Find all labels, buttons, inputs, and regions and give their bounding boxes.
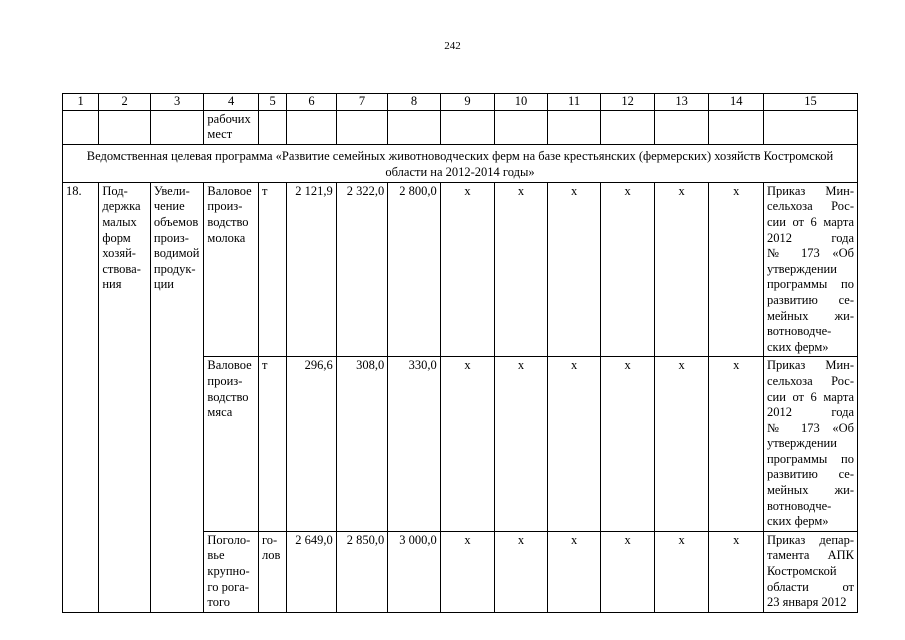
cross-mark: х	[654, 531, 709, 612]
indicator-value: 2 850,0	[336, 531, 388, 612]
cont-cell	[99, 110, 151, 144]
column-number-8: 8	[388, 94, 441, 111]
indicator-name	[204, 182, 259, 357]
cross-mark: х	[709, 531, 764, 612]
column-number-10: 10	[495, 94, 548, 111]
cont-cell	[287, 110, 336, 144]
cont-cell	[601, 110, 655, 144]
measure-name	[99, 182, 151, 612]
legal-basis-line: № 173 «Об	[766, 246, 854, 261]
indicator-name-line: мяса	[207, 405, 233, 420]
cross-mark: х	[440, 531, 495, 612]
legal-basis-line: сельхоза Рос-	[766, 199, 854, 214]
cross-mark: х	[440, 357, 495, 532]
column-number-row	[63, 94, 858, 111]
cont-cell	[547, 110, 601, 144]
indicator-value: 308,0	[336, 357, 388, 532]
column-number-5: 5	[258, 94, 286, 111]
legal-basis-line: сии от 6 марта	[766, 214, 854, 229]
cross-mark: х	[601, 357, 655, 532]
column-number-11: 11	[547, 94, 601, 111]
column-number-4: 4	[204, 94, 259, 111]
legal-basis-line: утверждении	[766, 261, 837, 276]
cont-cell	[204, 110, 259, 144]
indicator-name-line: Поголо-	[207, 532, 251, 547]
column-number-15: 15	[763, 94, 857, 111]
column-number-1: 1	[63, 94, 99, 111]
column-number-13: 13	[654, 94, 709, 111]
indicator-value: 2 121,9	[287, 182, 336, 357]
cross-mark: х	[601, 531, 655, 612]
indicator-name-line: Валовое	[207, 358, 252, 373]
legal-basis-line: 2012 года	[766, 230, 854, 245]
cross-mark: х	[709, 182, 764, 357]
legal-basis-line: Приказ Мин-	[766, 183, 854, 198]
legal-basis-line: программы по	[766, 451, 854, 466]
cross-mark: х	[495, 182, 548, 357]
cont-cell	[150, 110, 204, 144]
indicator-name-line: Валовое	[207, 183, 252, 198]
goal-line: объемов	[153, 214, 199, 229]
indicator-unit	[258, 357, 286, 532]
legal-basis-line: Приказ депар-	[766, 532, 854, 547]
cont-indicator-line: рабочих	[207, 111, 251, 126]
legal-basis	[763, 531, 857, 612]
legal-basis-line: развитию се-	[766, 467, 854, 482]
cont-cell	[258, 110, 286, 144]
indicator-name	[204, 357, 259, 532]
legal-basis-line: 2012 года	[766, 405, 854, 420]
legal-basis-line: области от	[766, 579, 854, 594]
legal-basis	[763, 182, 857, 357]
cont-indicator-line: мест	[207, 127, 233, 142]
goal-line: продук-	[153, 261, 196, 276]
indicator-value: 3 000,0	[388, 531, 441, 612]
indicator-name-line: молока	[207, 230, 246, 245]
cont-cell	[336, 110, 388, 144]
indicator-unit	[258, 182, 286, 357]
indicator-value: 330,0	[388, 357, 441, 532]
cont-cell	[63, 110, 99, 144]
indicator-name-line: крупно-	[207, 564, 250, 579]
column-number-3: 3	[150, 94, 204, 111]
column-number-12: 12	[601, 94, 655, 111]
column-number-6: 6	[287, 94, 336, 111]
indicator-name-line: водство	[207, 214, 249, 229]
continuation-row	[63, 110, 858, 144]
measure-line: держка	[102, 199, 141, 214]
column-number-2: 2	[99, 94, 151, 111]
legal-basis-line: мейных жи-	[766, 308, 854, 323]
indicator-unit	[258, 531, 286, 612]
cross-mark: х	[654, 182, 709, 357]
indicator-table	[62, 93, 858, 613]
legal-basis-line: развитию се-	[766, 292, 854, 307]
cont-cell	[709, 110, 764, 144]
legal-basis-line: сии от 6 марта	[766, 389, 854, 404]
goal-line: Увели-	[153, 183, 190, 198]
unit-line: т	[261, 358, 268, 373]
goal-line: водимой	[153, 246, 200, 261]
indicator-name-line: водство	[207, 389, 249, 404]
measure-line: малых	[102, 214, 137, 229]
cont-cell	[388, 110, 441, 144]
cross-mark: х	[547, 182, 601, 357]
unit-line: го-	[261, 532, 278, 547]
cross-mark: х	[547, 531, 601, 612]
unit-line: лов	[261, 548, 281, 563]
measure-line: хозяй-	[102, 246, 136, 261]
legal-basis-line: тамента АПК	[766, 548, 854, 563]
cross-mark: х	[495, 531, 548, 612]
goal-line: произ-	[153, 230, 189, 245]
column-number-7: 7	[336, 94, 388, 111]
cont-cell	[495, 110, 548, 144]
column-number-9: 9	[440, 94, 495, 111]
row-number: 18.	[63, 182, 99, 612]
program-title: Ведомственная целевая программа «Развитие семейных животноводческих ферм на базе крестьянских (фермерских) хозяйств Костромской области на 2012-2014 годы»	[63, 144, 858, 182]
cont-cell	[440, 110, 495, 144]
indicator-value: 296,6	[287, 357, 336, 532]
cross-mark: х	[601, 182, 655, 357]
legal-basis-line: программы по	[766, 277, 854, 292]
goal-name	[150, 182, 204, 612]
indicator-name-line: того	[207, 595, 231, 610]
legal-basis-line: утверждении	[766, 436, 837, 451]
cross-mark: х	[654, 357, 709, 532]
legal-basis-line: Приказ Мин-	[766, 358, 854, 373]
legal-basis-line: ских ферм»	[766, 339, 829, 354]
goal-line: ции	[153, 277, 174, 292]
program-title-row	[63, 144, 858, 182]
measure-line: ствова-	[102, 261, 141, 276]
measure-line: Под-	[102, 183, 128, 198]
indicator-name-line: произ-	[207, 373, 243, 388]
legal-basis-line: вотноводче-	[766, 324, 832, 339]
cross-mark: х	[709, 357, 764, 532]
indicator-value: 2 322,0	[336, 182, 388, 357]
goal-line: чение	[153, 199, 185, 214]
indicator-value: 2 800,0	[388, 182, 441, 357]
page-number: 242	[444, 40, 461, 52]
cross-mark: х	[495, 357, 548, 532]
indicator-value: 2 649,0	[287, 531, 336, 612]
indicator-name-line: го рога-	[207, 579, 249, 594]
indicator-row	[63, 182, 858, 357]
legal-basis-line: 23 января 2012	[766, 595, 847, 610]
cont-cell	[654, 110, 709, 144]
indicator-name-line: произ-	[207, 199, 243, 214]
indicator-name-line: вье	[207, 548, 225, 563]
legal-basis-line: № 173 «Об	[766, 420, 854, 435]
indicator-name	[204, 531, 259, 612]
legal-basis-line: сельхоза Рос-	[766, 373, 854, 388]
unit-line: т	[261, 183, 268, 198]
legal-basis-line: вотноводче-	[766, 498, 832, 513]
legal-basis-line: мейных жи-	[766, 483, 854, 498]
legal-basis	[763, 357, 857, 532]
cont-cell	[763, 110, 857, 144]
cross-mark: х	[440, 182, 495, 357]
column-number-14: 14	[709, 94, 764, 111]
measure-line: форм	[102, 230, 131, 245]
cross-mark: х	[547, 357, 601, 532]
legal-basis-line: ских ферм»	[766, 514, 829, 529]
measure-line: ния	[102, 277, 122, 292]
legal-basis-line: Костромской	[766, 564, 837, 579]
